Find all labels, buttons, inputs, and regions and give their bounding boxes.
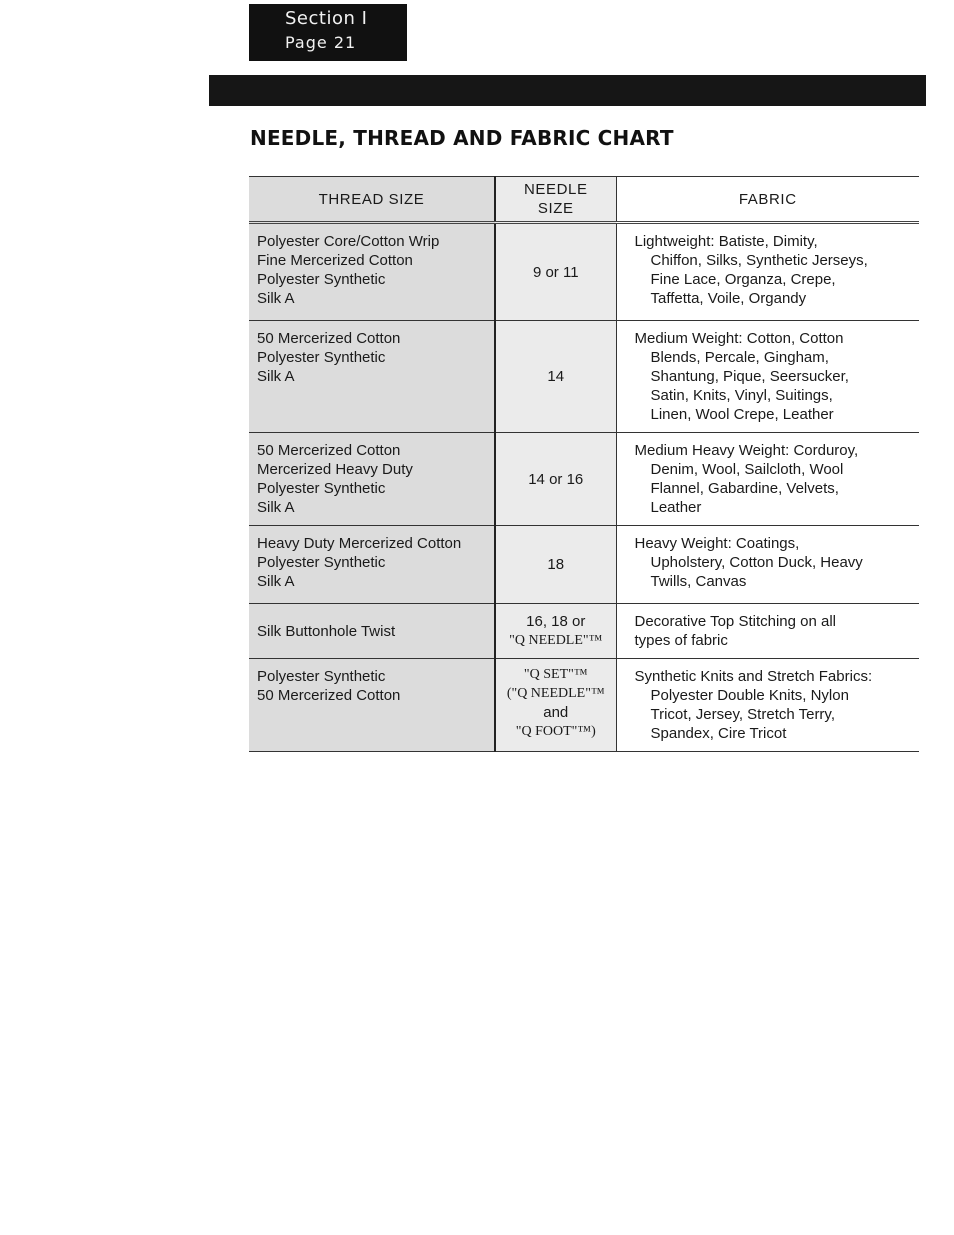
needle-size-cell: 14 <box>495 321 616 433</box>
fabric-cell: Medium Weight: Cotton, Cotton Blends, Percale, Gingham, Shantung, Pique, Seersucker, Satin, Knits, Vinyl, Suitings, Linen, Wool Crepe, Leather <box>616 321 919 433</box>
section-page-label <box>249 4 407 61</box>
table-header-row <box>249 177 919 223</box>
table-row <box>249 604 919 659</box>
thread-size-cell: 50 Mercerized Cotton Polyester Synthetic Silk A <box>249 321 495 433</box>
needle-size-cell: 9 or 11 <box>495 223 616 321</box>
needle-size-cell: 18 <box>495 526 616 604</box>
table-row <box>249 659 919 752</box>
thread-size-cell: 50 Mercerized Cotton Mercerized Heavy Duty Polyester Synthetic Silk A <box>249 433 495 526</box>
thread-size-cell: Polyester Synthetic 50 Mercerized Cotton <box>249 659 495 752</box>
section-label: Section I <box>285 8 368 29</box>
fabric-cell: Synthetic Knits and Stretch Fabrics: Polyester Double Knits, Nylon Tricot, Jersey, Stretch Terry, Spandex, Cire Tricot <box>616 659 919 752</box>
column-header-thread-size: THREAD SIZE <box>249 177 495 223</box>
thread-size-cell: Silk Buttonhole Twist <box>249 604 495 659</box>
needle-size-cell: "Q SET"™ ("Q NEEDLE"™ and "Q FOOT"™) <box>495 659 616 752</box>
header-rule-bar <box>209 75 926 106</box>
needle-size-cell: 14 or 16 <box>495 433 616 526</box>
table-row <box>249 223 919 321</box>
column-header-needle-size: NEEDLE SIZE <box>495 177 616 223</box>
thread-size-cell: Heavy Duty Mercerized Cotton Polyester Synthetic Silk A <box>249 526 495 604</box>
table-row <box>249 526 919 604</box>
table-row <box>249 433 919 526</box>
fabric-cell: Medium Heavy Weight: Corduroy, Denim, Wool, Sailcloth, Wool Flannel, Gabardine, Velvets, Leather <box>616 433 919 526</box>
fabric-cell: Decorative Top Stitching on all types of fabric <box>616 604 919 659</box>
needle-size-cell: 16, 18 or "Q NEEDLE"™ <box>495 604 616 659</box>
column-header-fabric: FABRIC <box>616 177 919 223</box>
fabric-cell: Lightweight: Batiste, Dimity, Chiffon, Silks, Synthetic Jerseys, Fine Lace, Organza, Crepe, Taffetta, Voile, Organdy <box>616 223 919 321</box>
needle-thread-fabric-table <box>249 176 919 752</box>
page-title: NEEDLE, THREAD AND FABRIC CHART <box>250 126 674 150</box>
page-number: Page 21 <box>285 33 357 52</box>
thread-size-cell: Polyester Core/Cotton Wrip Fine Mercerized Cotton Polyester Synthetic Silk A <box>249 223 495 321</box>
table-row <box>249 321 919 433</box>
fabric-cell: Heavy Weight: Coatings, Upholstery, Cotton Duck, Heavy Twills, Canvas <box>616 526 919 604</box>
